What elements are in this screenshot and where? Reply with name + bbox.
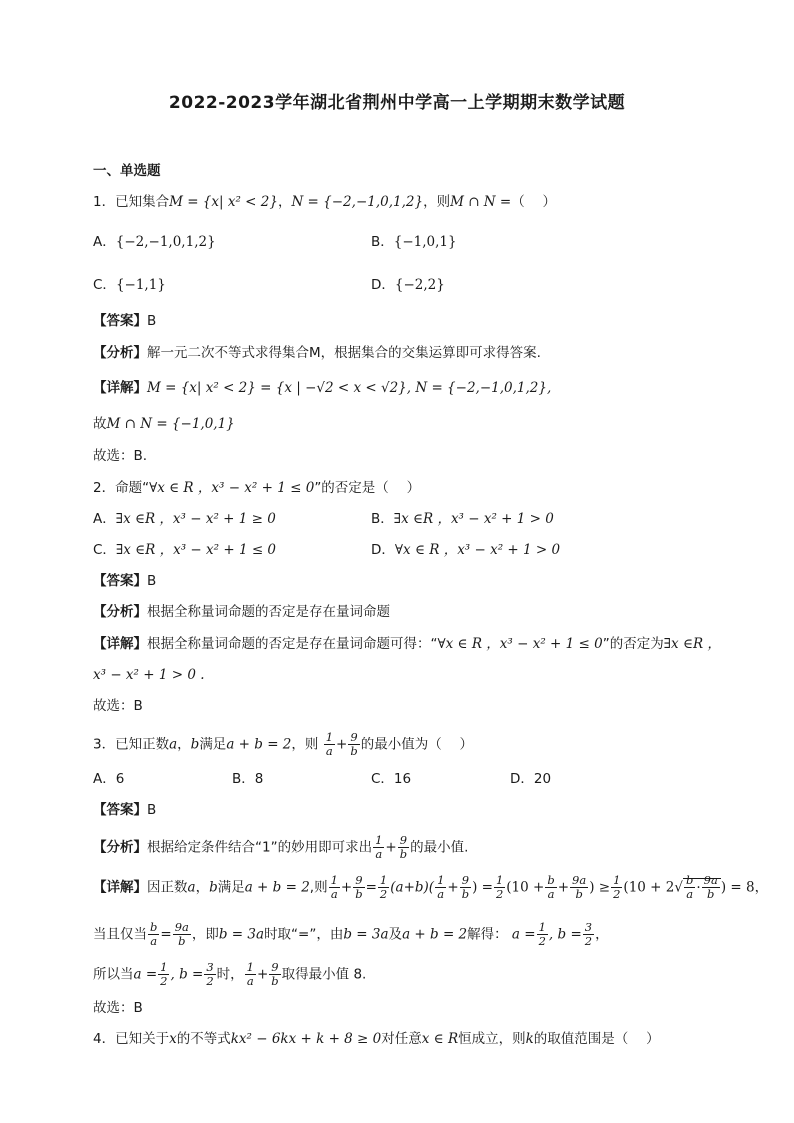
q2-option-a: A．∃x ∈R ，x³ − x² + 1 ≥ 0 (93, 511, 276, 527)
q1-option-a: A．{−2,−1,0,1,2} (93, 234, 216, 250)
document-title: 2022-2023学年湖北省荆州中学高一上学期期末数学试题 (168, 93, 626, 113)
q1-analysis: 【分析】解一元二次不等式求得集合M，根据集合的交集运算即可求得答案. (93, 345, 541, 361)
q1-answer: 【答案】B (93, 313, 157, 329)
fraction: $\frac{9}{b}$ (350, 730, 358, 758)
q1-select: 故选：B. (93, 448, 148, 464)
q3-option-a: A．6 (93, 771, 125, 787)
q3-select: 故选：B (93, 1000, 143, 1016)
q3-detail-line3: 所以当a = $\frac{1}{2}$ , b = $\frac{3}{2}$ 时， $\frac{1}{a}$ + $\frac{9}{b}$ 取得最小值 8. (93, 960, 367, 988)
q1-option-b: B．{−1,0,1} (371, 234, 457, 250)
q2-detail-line2: x³ − x² + 1 > 0 . (93, 667, 205, 683)
q2-option-d: D．∀x ∈ R ，x³ − x² + 1 > 0 (371, 542, 561, 558)
q2-option-b: B．∃x ∈R ，x³ − x² + 1 > 0 (371, 511, 554, 527)
q1-detail-conclusion: 故M ∩ N = {−1,0,1} (93, 416, 235, 432)
q2-detail: 【详解】根据全称量词命题的否定是存在量词命题可得：“∀x ∈ R ，x³ − x² + 1 ≤ 0”的否定为∃x ∈R ， (93, 636, 721, 652)
q2-stem: 2．命题“∀x ∈ R ，x³ − x² + 1 ≤ 0”的否定是（ ） (93, 480, 421, 496)
q3-detail-line2: 当且仅当 $\frac{b}{a}$ = $\frac{9a}{b}$ ，即b = 3a时取“=”，由b = 3a及a + b = 2解得： a = $\frac{1}{2}$ , b = $\frac{3}{2}$ ， (93, 920, 609, 948)
section-heading: 一、单选题 (93, 163, 161, 179)
q2-analysis: 【分析】根据全称量词命题的否定是存在量词命题 (93, 604, 390, 620)
q2-answer: 【答案】B (93, 573, 157, 589)
q3-option-c: C．16 (371, 771, 412, 787)
q3-analysis: 【分析】根据给定条件结合“1”的妙用即可求出 $\frac{1}{a}$ + $\frac{9}{b}$ 的最小值. (93, 833, 469, 861)
fraction: $\frac{1}{a}$ (325, 730, 334, 758)
q1-option-d: D．{−2,2} (371, 277, 445, 293)
q3-stem: 3．已知正数a，b满足a + b = 2，则 $\frac{1}{a}$ + $\frac{9}{b}$ 的最小值为（ ） (93, 730, 473, 758)
q3-option-d: D．20 (510, 771, 552, 787)
fraction: $\frac{9}{b}$ (399, 833, 408, 861)
q3-detail: 【详解】因正数a，b满足a + b = 2,则 $\frac{1}{a}$ + $\frac{9}{b}$ = $\frac{1}{2}$ (a+b)( $\frac{1}{a}$ + $\frac{9}{b}$ ) = $\frac{1}{2}$ (10 + $\frac{b}{a}$ + $\frac{9a}{b}$ ) ≥ $\frac{1}{2}$ (10 + 2√ $\frac{b}{a}$ · $\frac{9a}{b}$ ) = 8， (93, 873, 769, 901)
fraction: $\frac{1}{a}$ (375, 833, 383, 861)
q1-detail: 【详解】M = {x| x² < 2} = {x | −√2 < x < √2}, N = {−2,−1,0,1,2}, (93, 380, 552, 396)
q1-stem: 1．已知集合M = {x| x² < 2}，N = {−2,−1,0,1,2}，则M ∩ N =（ ） (93, 194, 557, 210)
q4-stem: 4．已知关于x的不等式kx² − 6kx + k + 8 ≥ 0对任意x ∈ R恒成立，则k的取值范围是（ ） (93, 1031, 660, 1047)
q3-option-b: B．8 (232, 771, 264, 787)
q1-option-c: C．{−1,1} (93, 277, 166, 293)
q2-option-c: C．∃x ∈R ，x³ − x² + 1 ≤ 0 (93, 542, 277, 558)
q2-select: 故选：B (93, 698, 143, 714)
q3-answer: 【答案】B (93, 802, 157, 818)
